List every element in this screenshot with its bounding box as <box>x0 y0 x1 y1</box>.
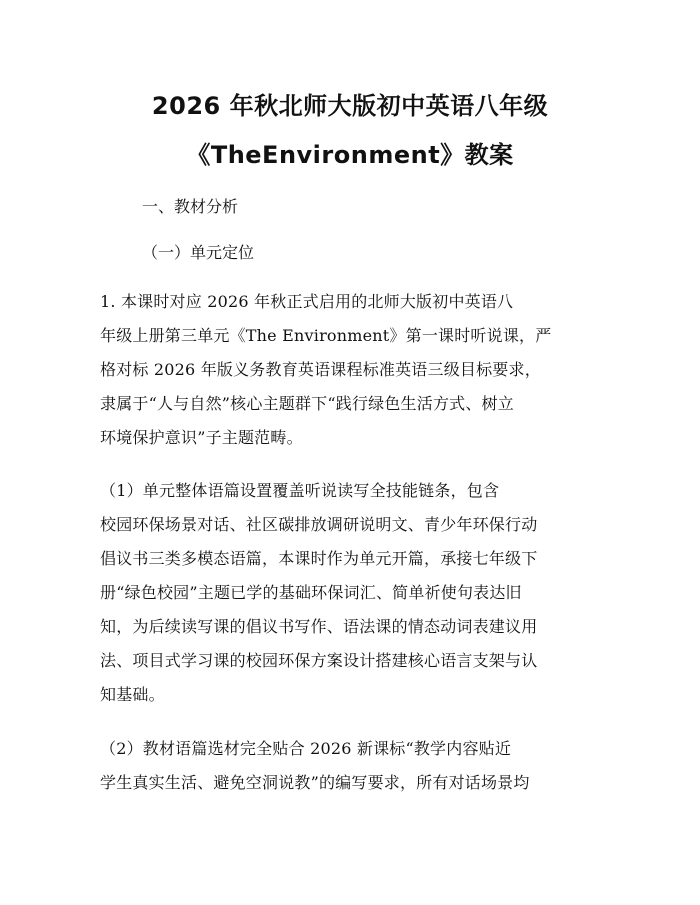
paragraph-1-line: 1. 本课时对应 2026 年秋正式启用的北师大版初中英语八 <box>100 292 514 311</box>
paragraph-1-line: 年级上册第三单元《The Environment》第一课时听说课，严 <box>100 326 552 345</box>
subsection-heading-unit-positioning: （一）单元定位 <box>142 243 255 262</box>
paragraph-3-line: 学生真实生活、避免空洞说教”的编写要求，所有对话场景均 <box>100 773 530 792</box>
paragraph-2-line: （1）单元整体语篇设置覆盖听说读写全技能链条，包含 <box>100 481 500 500</box>
section-heading-textbook-analysis: 一、教材分析 <box>142 197 239 216</box>
document-title-line-2: 《TheEnvironment》教案 <box>186 141 514 169</box>
paragraph-2-line: 倡议书三类多模态语篇，本课时作为单元开篇，承接七年级下 <box>100 549 538 568</box>
paragraph-2-line: 法、项目式学习课的校园环保方案设计搭建核心语言支架与认 <box>100 651 538 670</box>
paragraph-3-line: （2）教材语篇选材完全贴合 2026 新课标“教学内容贴近 <box>100 739 512 758</box>
paragraph-1-line: 环境保护意识”子主题范畴。 <box>100 428 303 447</box>
paragraph-2-line: 校园环保场景对话、社区碳排放调研说明文、青少年环保行动 <box>100 515 538 534</box>
document-title-line-1: 2026 年秋北师大版初中英语八年级 <box>151 92 549 120</box>
paragraph-1-line: 隶属于“人与自然”核心主题群下“践行绿色生活方式、树立 <box>100 394 514 413</box>
paragraph-1-line: 格对标 2026 年版义务教育英语课程标准英语三级目标要求， <box>100 360 541 379</box>
paragraph-2-line: 册“绿色校园”主题已学的基础环保词汇、简单祈使句表达旧 <box>100 583 522 602</box>
paragraph-2-line: 知基础。 <box>100 685 165 704</box>
paragraph-2-line: 知，为后续读写课的倡议书写作、语法课的情态动词表建议用 <box>100 617 538 636</box>
